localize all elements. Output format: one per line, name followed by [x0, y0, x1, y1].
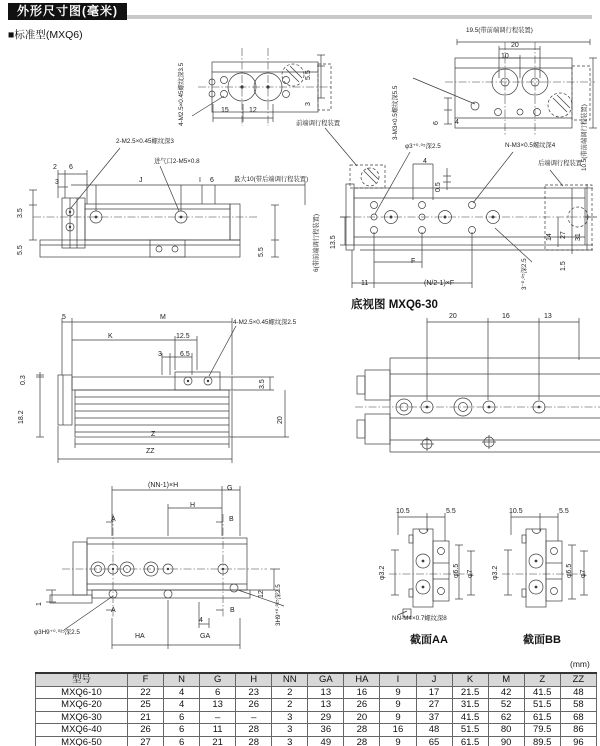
table-cell: 6 [164, 736, 200, 746]
thread-note: NN-M4×0.7螺纹深8 [392, 615, 447, 622]
section-caption: 截面BB [523, 634, 561, 646]
section-mark: A [111, 516, 116, 523]
col-header: 型号 [36, 673, 128, 686]
thread-note: 4-M2.5×0.45螺纹深2.5 [233, 319, 297, 326]
table-cell: 2 [272, 686, 308, 699]
dim-label: 5 [62, 314, 66, 321]
table-cell: 3 [272, 724, 308, 737]
section-subtitle: ■标准型(MXQ6) [8, 29, 83, 41]
dim-label: φ7 [580, 569, 587, 578]
dim-label: 10.5 [509, 508, 523, 515]
table-cell: 68 [560, 711, 596, 724]
col-header: NN [272, 673, 308, 686]
dim-label: 4 [423, 158, 427, 165]
dim-label: 10.5 [396, 508, 410, 515]
dim-label: φ3.2 [379, 565, 386, 580]
table-cell: 62 [488, 711, 524, 724]
table-cell: 21 [200, 736, 236, 746]
table-cell: 26 [344, 699, 380, 712]
table-cell: 4 [164, 686, 200, 699]
table-cell: 17 [416, 686, 452, 699]
dim-label: 10 [501, 53, 509, 60]
table-cell: 3 [272, 711, 308, 724]
dim-label: G [227, 485, 233, 492]
stroke-adjuster-note: 后端调行程装置 [538, 160, 583, 167]
table-cell: 90 [488, 736, 524, 746]
table-cell: 13 [308, 686, 344, 699]
section-mark: A [111, 607, 116, 614]
formula-label: (NN-1)×H [148, 482, 179, 489]
model-cell: MXQ6-30 [36, 711, 128, 724]
dim-label: 20 [511, 42, 519, 49]
unit-note: (mm) [570, 659, 590, 669]
table-cell: 21.5 [452, 686, 488, 699]
table-row [36, 711, 597, 724]
dim-label: φ6.5 [566, 563, 573, 578]
stroke-adjuster-note: 10.5(带前端调行程装置) [581, 104, 588, 171]
table-cell: 96 [560, 736, 596, 746]
stroke-adjuster-note: 19.5(带前端调行程装置) [466, 27, 533, 34]
dim-label: 18.2 [18, 410, 25, 424]
max-stroke-note: 最大10(带后端调行程装置) [234, 176, 309, 183]
dim-label: GA [200, 633, 211, 640]
dim-label: 16 [502, 313, 510, 320]
dim-label: 1.5 [560, 261, 567, 271]
dim-label: J [139, 177, 143, 184]
dim-label: φ3.2 [492, 565, 499, 580]
col-header: G [200, 673, 236, 686]
table-cell: 37 [416, 711, 452, 724]
dim-label: I [199, 177, 201, 184]
dim-label: K [108, 333, 113, 340]
table-cell: 48 [416, 724, 452, 737]
table-cell: 61.5 [524, 711, 560, 724]
table-cell: 23 [236, 686, 272, 699]
table-cell: 16 [344, 686, 380, 699]
dim-label: 20 [277, 416, 284, 424]
col-header: I [380, 673, 416, 686]
col-header: Z [524, 673, 560, 686]
table-cell: 13 [308, 699, 344, 712]
table-cell: 65 [416, 736, 452, 746]
table-cell: 86 [560, 724, 596, 737]
model-cell: MXQ6-50 [36, 736, 128, 746]
model-cell: MXQ6-40 [36, 724, 128, 737]
dim-label: 13 [544, 313, 552, 320]
table-cell: 58 [560, 699, 596, 712]
table-cell: 6 [164, 711, 200, 724]
table-row [36, 724, 597, 737]
table-cell: 80 [488, 724, 524, 737]
hole-note: 3⁻⁰·⁰⁵深2.5 [521, 258, 528, 290]
section-mark: B [230, 607, 235, 614]
dim-label: 0.5 [435, 182, 442, 192]
table-cell: 41.5 [452, 711, 488, 724]
table-header-row [36, 673, 597, 686]
table-cell: 26 [128, 724, 164, 737]
hole-note: φ3⁺⁰·⁰⁵深2.5 [405, 143, 441, 150]
drawing-bottom-view [345, 300, 600, 460]
dim-label: 5.5 [446, 508, 456, 515]
dim-label: H [190, 502, 196, 509]
dim-label: 3.5 [259, 379, 266, 389]
dimension-table [35, 672, 597, 746]
thread-note: 3-M3×0.5螺纹深5.5 [392, 85, 399, 140]
table-cell: 29 [308, 711, 344, 724]
dim-label: 6 [69, 164, 73, 171]
col-header: H [236, 673, 272, 686]
dim-label: 15 [221, 107, 229, 114]
table-cell: 2 [272, 699, 308, 712]
dim-label: M [160, 314, 166, 321]
thread-note: 2-M2.5×0.45螺纹深3 [116, 138, 174, 145]
table-cell: 20 [344, 711, 380, 724]
table-cell: 6 [200, 686, 236, 699]
model-cell: MXQ6-20 [36, 699, 128, 712]
table-cell: 3 [272, 736, 308, 746]
table-cell: 21 [128, 711, 164, 724]
dim-label: 12 [258, 590, 265, 598]
dim-label: 4 [455, 119, 459, 126]
table-row [36, 699, 597, 712]
dim-label: HA [135, 633, 145, 640]
dim-label: Z [151, 431, 156, 438]
table-cell: 22 [128, 686, 164, 699]
dim-label: φ6.5 [453, 563, 460, 578]
dim-label: 11 [361, 280, 369, 287]
dim-label: 3 [55, 179, 59, 186]
dim-label: 6 [210, 177, 214, 184]
table-cell: 25 [128, 699, 164, 712]
dim-label: 12 [249, 107, 257, 114]
table-cell: 27 [128, 736, 164, 746]
air-port-note: 进气口2-M5×0.8 [154, 158, 200, 165]
table-cell: 4 [164, 699, 200, 712]
table-cell: – [236, 711, 272, 724]
table-cell: 16 [380, 724, 416, 737]
col-header: K [452, 673, 488, 686]
dim-label: 31 [575, 233, 582, 241]
dim-label: F [411, 258, 416, 265]
hole-note: φ3H9⁺⁰·⁰²⁵深2.5 [34, 629, 80, 636]
col-header: HA [344, 673, 380, 686]
thread-note: N-M3×0.5螺纹深4 [505, 142, 556, 149]
col-header: J [416, 673, 452, 686]
dim-label: φ7 [467, 569, 474, 578]
table-cell: 28 [236, 724, 272, 737]
page-title: 外形尺寸图(毫米) [8, 3, 127, 20]
table-row [36, 686, 597, 699]
thread-note: 4-M2.5×0.45螺纹深3.5 [178, 62, 185, 126]
table-cell: 6 [164, 724, 200, 737]
dim-label: 13.5 [330, 235, 337, 249]
dim-label: 5.5 [17, 245, 24, 255]
dim-label: 3 [305, 102, 312, 106]
table-cell: 13 [200, 699, 236, 712]
table-cell: 89.5 [524, 736, 560, 746]
table-cell: 41.5 [524, 686, 560, 699]
table-cell: 31.5 [452, 699, 488, 712]
table-cell: 26 [236, 699, 272, 712]
col-header: M [488, 673, 524, 686]
dim-label: ZZ [146, 448, 155, 455]
table-cell: 9 [380, 699, 416, 712]
table-cell: 49 [308, 736, 344, 746]
table-cell: 28 [344, 736, 380, 746]
formula-label: (N/2-1)×F [424, 280, 455, 287]
dim-label: 14 [546, 233, 553, 241]
dim-label: 0.3 [20, 375, 27, 385]
table-cell: 28 [344, 724, 380, 737]
dim-label: 4 [199, 617, 203, 624]
table-cell: 9 [380, 686, 416, 699]
table-cell: 9 [380, 711, 416, 724]
col-header: F [128, 673, 164, 686]
col-header: N [164, 673, 200, 686]
table-cell: 27 [416, 699, 452, 712]
table-cell: 61.5 [452, 736, 488, 746]
table-cell: 36 [308, 724, 344, 737]
stroke-adjuster-note: 前端调行程装置 [296, 120, 341, 127]
stroke-adjuster-note: 6(带前端调行程装置) [313, 213, 320, 272]
drawing-sections [370, 505, 600, 653]
table-cell: 11 [200, 724, 236, 737]
table-cell: 79.5 [524, 724, 560, 737]
table-row [36, 736, 597, 746]
dim-label: 20 [449, 313, 457, 320]
dim-label: 6.5 [180, 351, 190, 358]
table-cell: 42 [488, 686, 524, 699]
table-cell: 51.5 [452, 724, 488, 737]
dim-label: 3.5 [17, 208, 24, 218]
dim-label: 12.5 [176, 333, 190, 340]
col-header: ZZ [560, 673, 596, 686]
model-cell: MXQ6-10 [36, 686, 128, 699]
table-cell: 51.5 [524, 699, 560, 712]
section-caption: 截面AA [410, 634, 448, 646]
table-cell: – [200, 711, 236, 724]
dim-label: 5.5 [559, 508, 569, 515]
dim-label: 6 [433, 121, 440, 125]
table-cell: 48 [560, 686, 596, 699]
dim-label: 3 [158, 351, 162, 358]
hole-note: 3H9⁺⁰·⁰²⁵深2.5 [275, 584, 282, 626]
section-mark: B [229, 516, 234, 523]
dim-label: 1 [36, 602, 43, 606]
table-cell: 52 [488, 699, 524, 712]
dim-label: 5.5 [258, 247, 265, 257]
table-cell: 9 [380, 736, 416, 746]
bottom-view-title: 底视图 MXQ6-30 [351, 299, 438, 311]
dim-label: 27 [560, 231, 567, 239]
col-header: GA [308, 673, 344, 686]
table-cell: 28 [236, 736, 272, 746]
dim-label: 2 [53, 164, 57, 171]
dim-label: 5.5 [305, 70, 312, 80]
